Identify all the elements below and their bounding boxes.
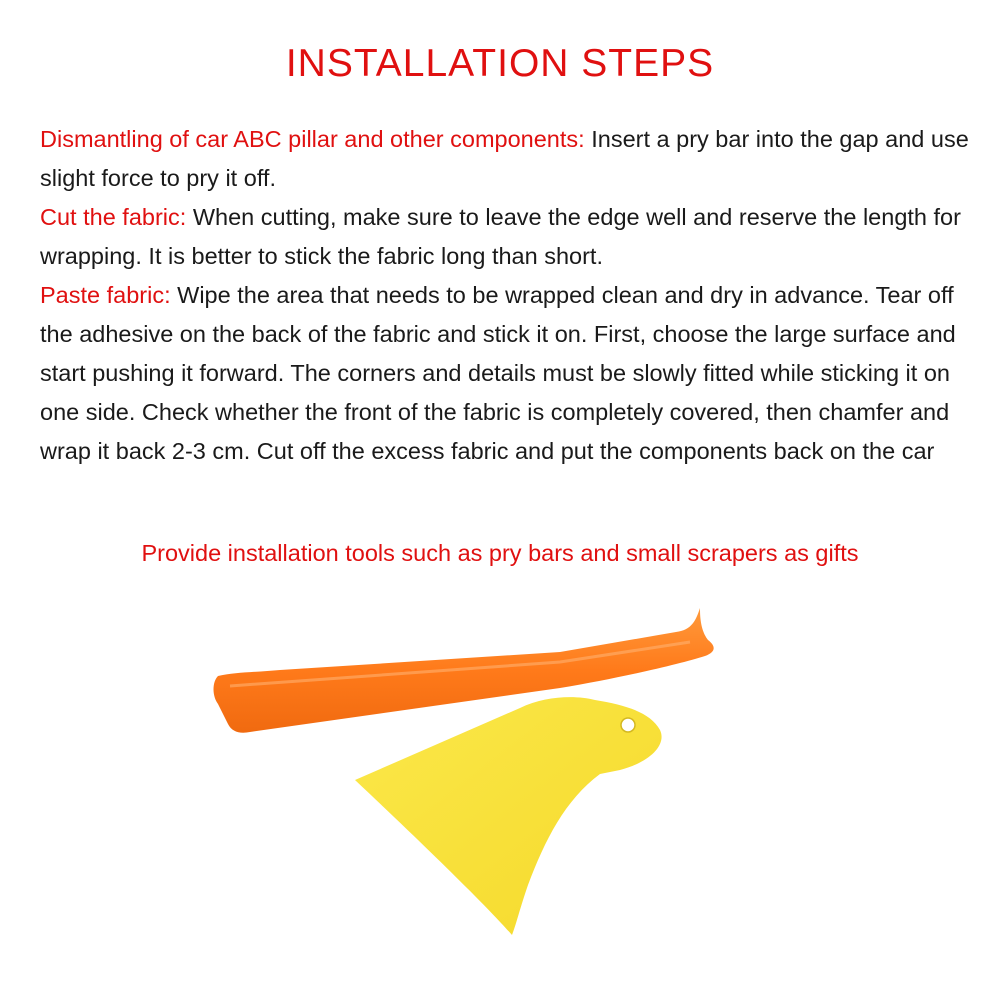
scraper-icon (355, 697, 662, 935)
installation-steps (40, 120, 970, 471)
step-dismantling (40, 120, 970, 198)
step-paste-fabric (40, 276, 970, 471)
step-label: Cut the fabric: (40, 204, 187, 230)
step-text: Insert a pry bar into the gap and use slight force to pry it off. (40, 126, 969, 191)
step-cut-fabric (40, 198, 970, 276)
tools-illustration (0, 590, 1000, 990)
step-text: Wipe the area that needs to be wrapped clean and dry in advance. Tear off the adhesive on the back of the fabric and stick it on. First, choose the large surface and start pushing it forward. The corners and details must be slowly fitted while sticking it on one side. Check whether the front of the fabric is completely covered, then chamfer and wrap it back 2-3 cm. Cut off the excess fabric and put the components back on the car (40, 282, 956, 464)
step-text: When cutting, make sure to leave the edge well and reserve the length for wrapping. It is better to stick the fabric long than short. (40, 204, 961, 269)
gift-note: Provide installation tools such as pry bars and small scrapers as gifts (141, 540, 859, 566)
page-title: INSTALLATION STEPS (285, 42, 715, 85)
step-label: Paste fabric: (40, 282, 171, 308)
step-label: Dismantling of car ABC pillar and other components: (40, 126, 585, 152)
